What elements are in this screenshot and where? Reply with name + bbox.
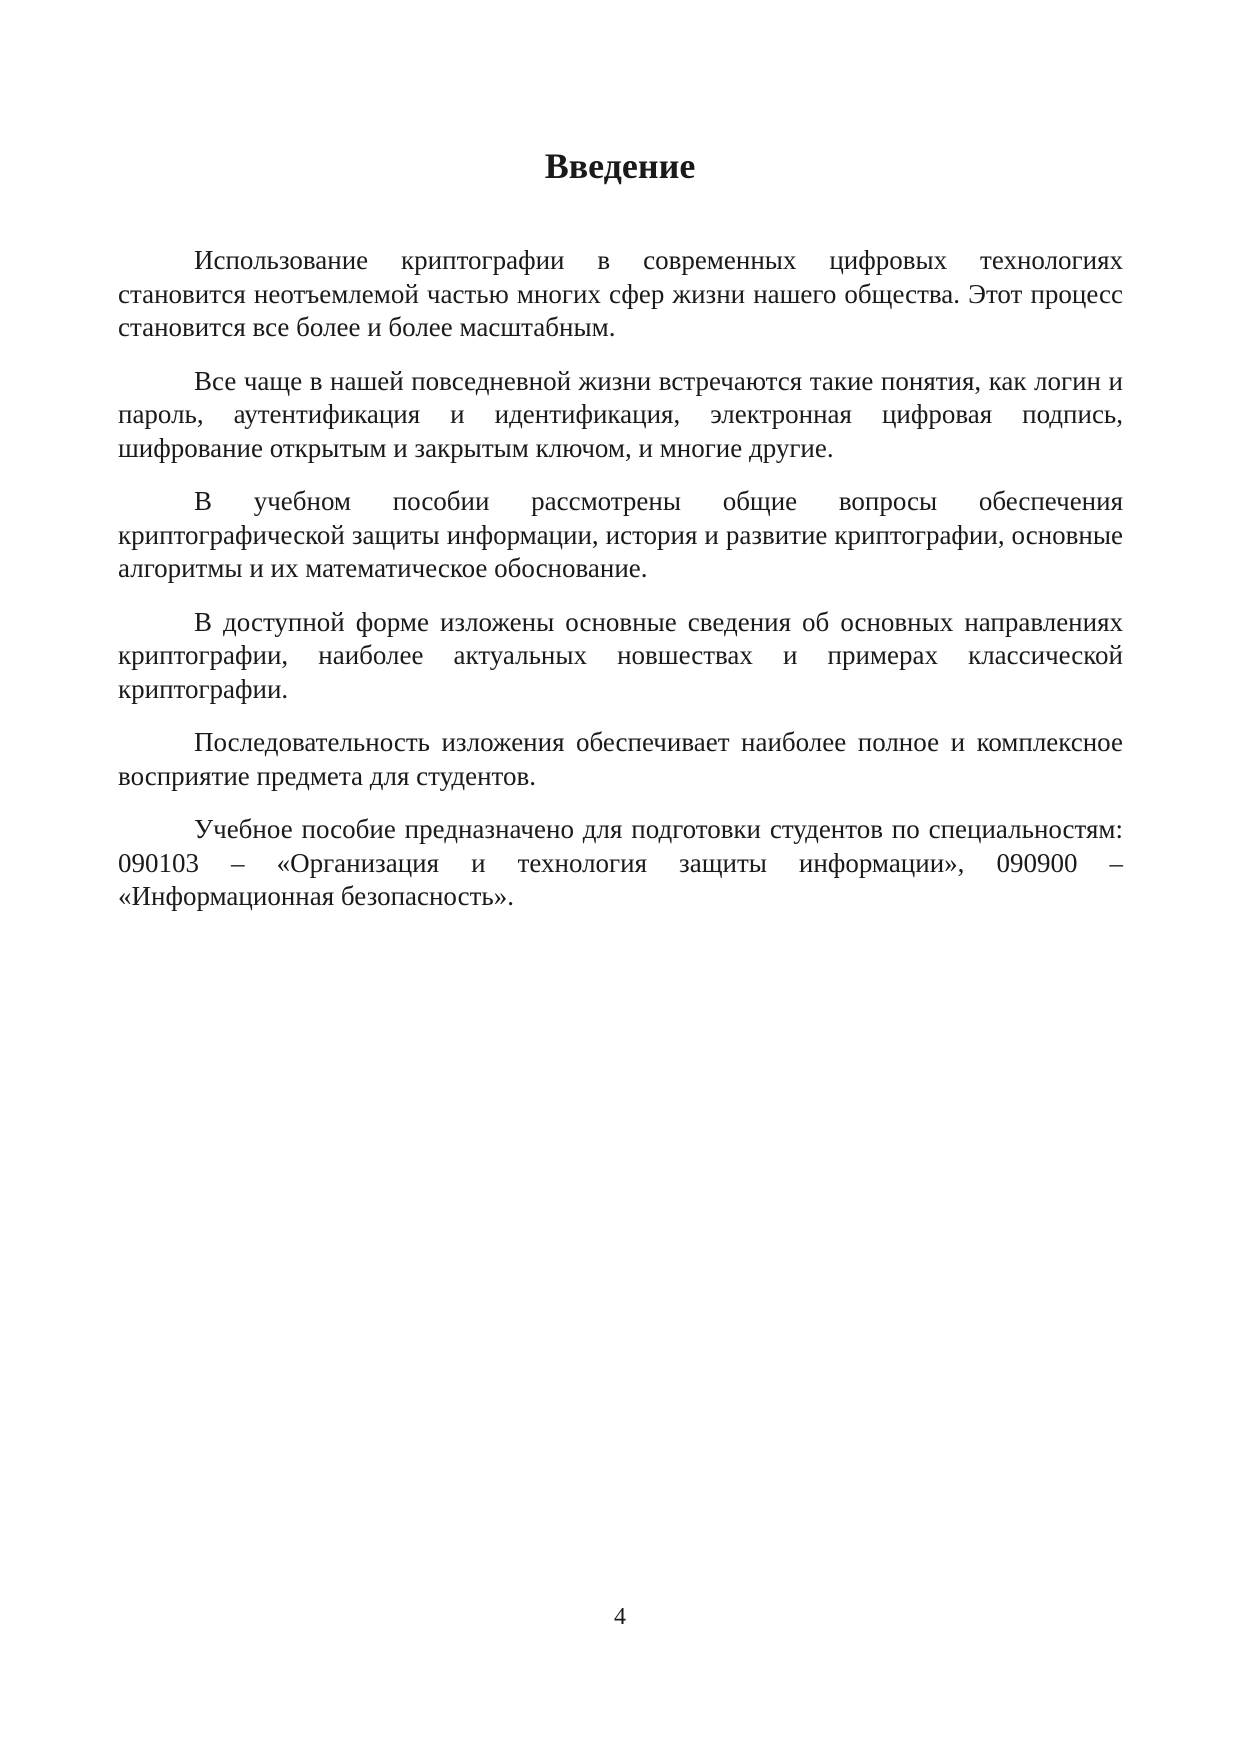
paragraph-6: Учебное пособие предназначено для подготовки студентов по специальностям: 090103 – «Организация и технология защиты информации», 090900 – «Информационная безопасность». xyxy=(118,814,1123,911)
paragraph-1: Использование криптографии в современных цифровых технологиях становится неотъемлемой частью многих сфер жизни нашего общества. Этот процесс становится все более и более масштабным. xyxy=(118,245,1123,342)
body-text xyxy=(118,244,1123,934)
paragraph-4: В доступной форме изложены основные сведения об основных направлениях криптографии, наиболее актуальных новшествах и примерах классической криптографии. xyxy=(118,606,1123,704)
page-title: Введение xyxy=(544,146,696,186)
paragraph-3: В учебном пособии рассмотрены общие вопросы обеспечения криптографической защиты информации, история и развитие криптографии, основные алгоритмы и их математическое обоснование. xyxy=(118,486,1123,583)
page-number: 4 xyxy=(614,1604,626,1630)
paragraph-5: Последовательность изложения обеспечивает наиболее полное и комплексное восприятие предмета для студентов. xyxy=(118,727,1123,791)
paragraph-2: Все чаще в нашей повседневной жизни встречаются такие понятия, как логин и пароль, аутентификация и идентификация, электронная цифровая подпись, шифрование открытым и закрытым ключом, и многие другие. xyxy=(118,365,1123,463)
